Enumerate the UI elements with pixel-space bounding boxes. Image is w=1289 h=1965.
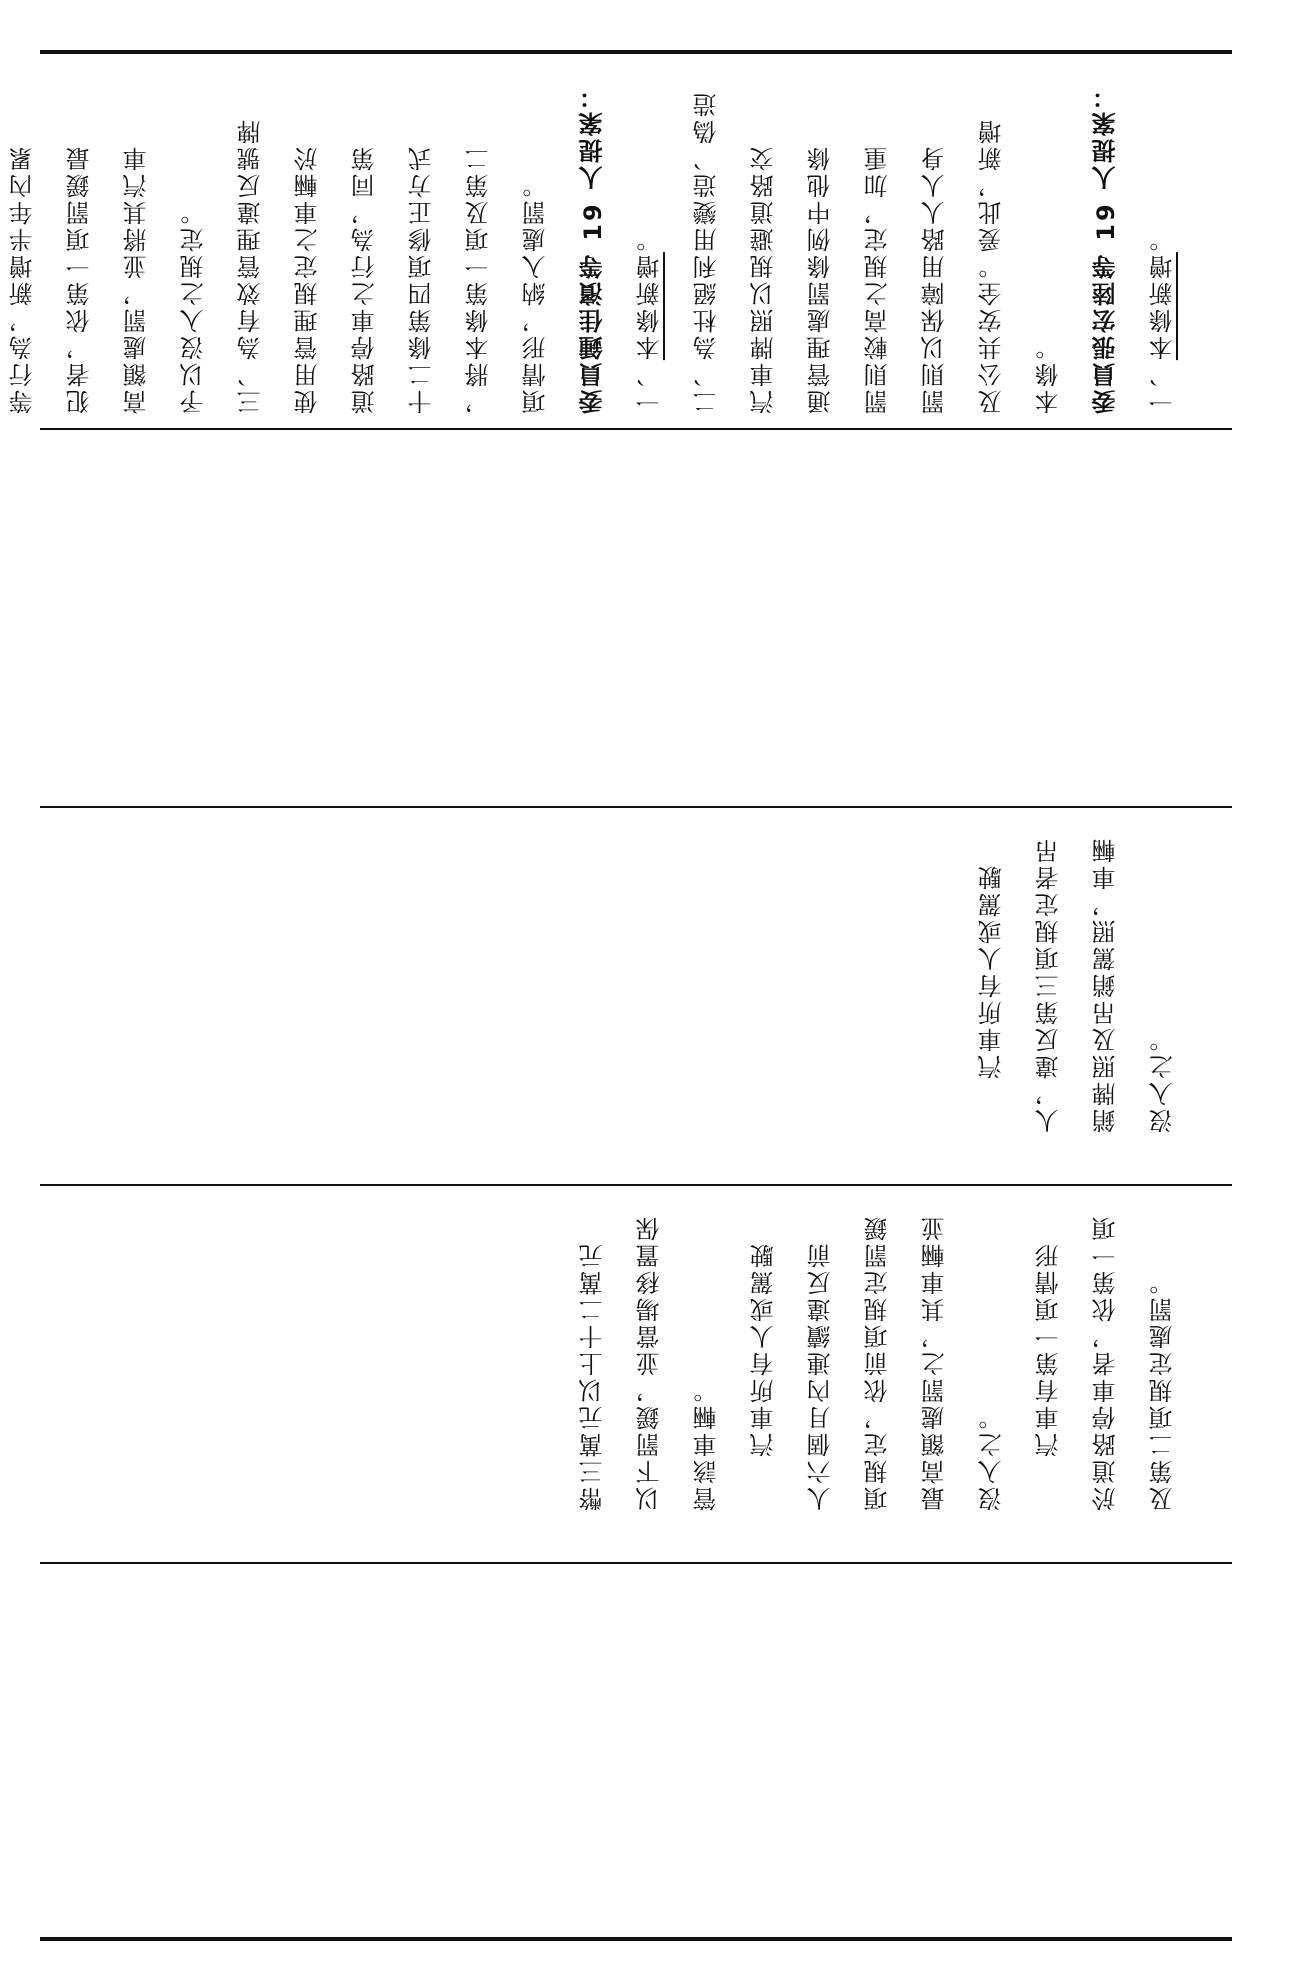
paragraph-line: 汽車所有人或駕駛	[750, 1241, 778, 1511]
paragraph-line: 及公共安全。爰此，新增	[978, 117, 1006, 415]
paragraph-line: 人六個月內連續違反前	[807, 1241, 835, 1511]
paragraph-line: 沒入之。	[1149, 1025, 1177, 1133]
row-text	[0, 82, 1192, 414]
bottom-border	[40, 1937, 1232, 1941]
paragraph-line: 最高額處罰之，其車輛並	[921, 1214, 949, 1511]
row-text	[565, 1214, 1192, 1511]
paragraph-line: 於道路停車者，依第一項	[1092, 1214, 1120, 1511]
paragraph-line: 幣三萬元以上十二萬元	[579, 1241, 607, 1511]
paragraph-line: 項情形，納入處罰。	[522, 171, 550, 415]
paragraph-line: 予以沒入之規定。	[180, 198, 208, 415]
paragraph-line: 罰則較高之規定，加重	[864, 144, 892, 415]
paragraph-line: 汽車有第一項情形	[1035, 1241, 1063, 1511]
proposal-heading: 委員鍾佳濱等 19 人提案：	[579, 82, 607, 415]
paragraph-line: 人，違反第三項規定者吊	[1035, 836, 1063, 1133]
paragraph-line: ，將本條第一項及第二	[465, 144, 493, 415]
row-text	[964, 836, 1192, 1133]
table-row-current-article	[40, 1186, 1232, 1562]
paragraph-line: 三、為有效管理違反號牌	[237, 117, 265, 415]
paragraph-line: 二、為杜絕利用變造、偽造	[693, 90, 721, 415]
paragraph-line: 及第二項規定處罰。	[1149, 1268, 1177, 1511]
paragraph-line: 以下罰鍰，並當場移置保	[636, 1214, 664, 1511]
proposal-heading: 委員張宏陸等 19 人提案：	[1092, 82, 1120, 415]
table-row-proposed-article	[40, 808, 1232, 1184]
paragraph-line: 使用管理規定之車輛於	[294, 144, 322, 415]
paragraph-line: 道路停車之行為，同第	[351, 144, 379, 415]
paragraph-line: 十二條第四項修正方式	[408, 144, 436, 415]
row-divider	[40, 1562, 1232, 1564]
paragraph-line: 管該車輛。	[693, 1376, 721, 1511]
paragraph-line: 汽車所有人或駕駛	[978, 863, 1006, 1133]
paragraph-line: 罰則以保障用路人人身	[921, 144, 949, 415]
paragraph-line: 汽車牌照以規避道路交	[750, 144, 778, 415]
paragraph-line: 高額處罰，並將其汽車	[123, 144, 151, 415]
paragraph-line: 沒入之。	[978, 1403, 1006, 1511]
paragraph-line: 一、本條新增。	[1149, 225, 1177, 415]
paragraph-line: 本條。	[1035, 333, 1063, 415]
paragraph-line: 通管理處罰條例中他條	[807, 144, 835, 415]
paragraph-line: 犯者，依第一項罰鍰最	[66, 144, 94, 415]
paragraph-line: 項規定，依前項規定罰鍰	[864, 1214, 892, 1511]
paragraph-line: 銷牌照及吊銷駕照，車輛	[1092, 836, 1120, 1133]
table-row-explanation	[9, 54, 1232, 428]
table-row-empty	[40, 430, 1232, 806]
paragraph-line: 等行為，新增半年內累	[9, 144, 37, 415]
paragraph-line: 一、本條新增。	[636, 225, 664, 415]
